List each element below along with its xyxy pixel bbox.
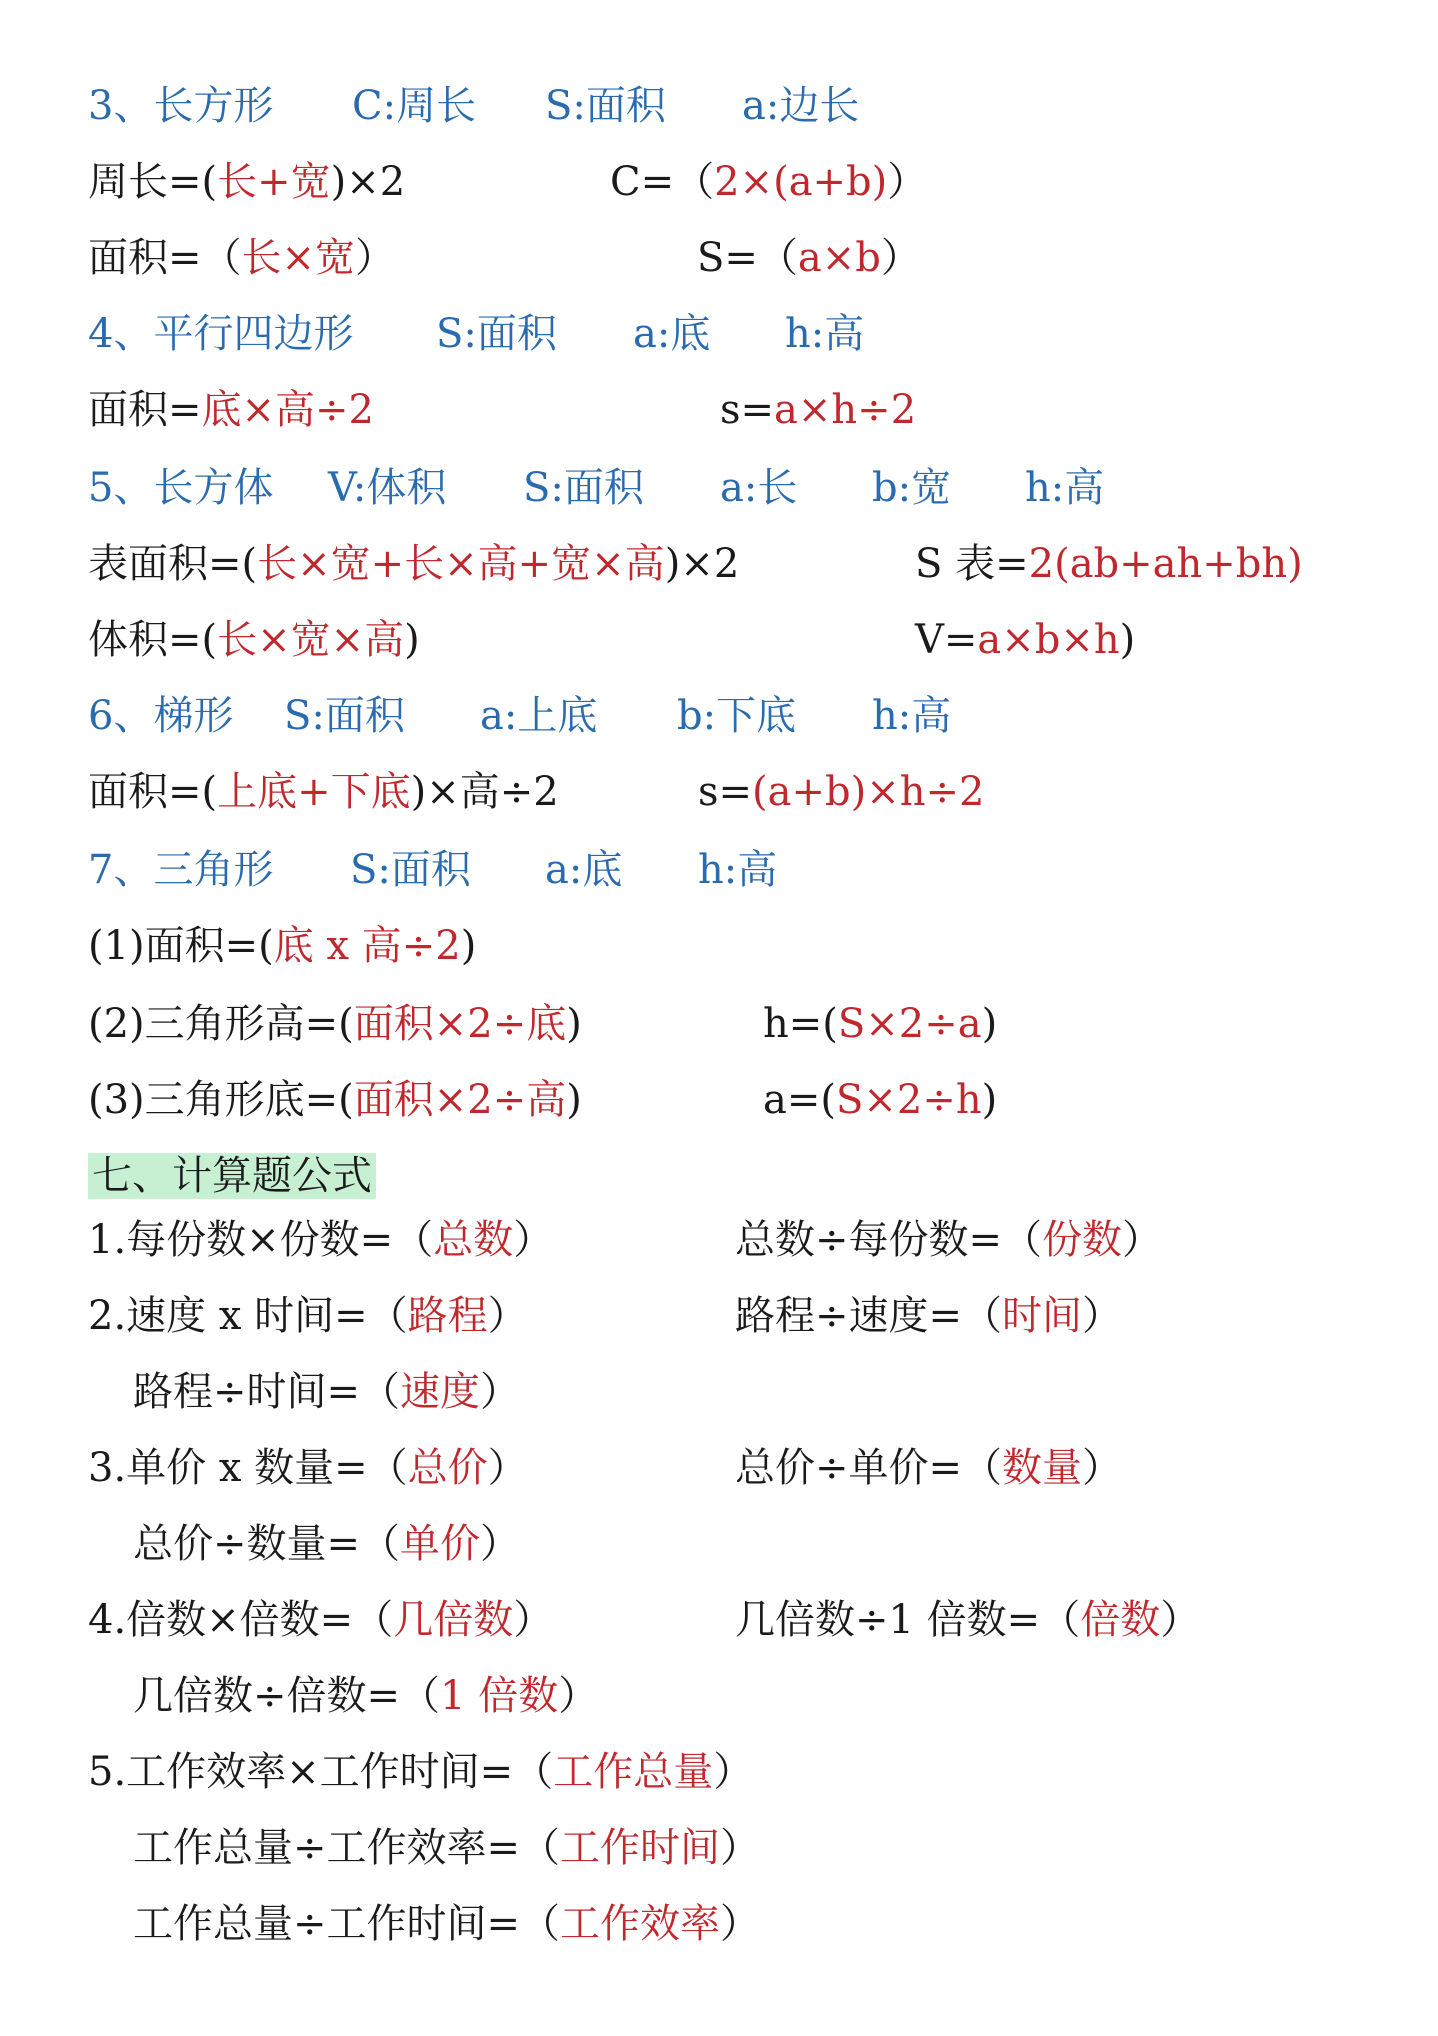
section-title: 3、长方形 bbox=[88, 83, 274, 129]
formula-text: (1)面积=( bbox=[88, 923, 274, 969]
legend-text: b:宽 bbox=[872, 465, 952, 511]
formula-text: 工作总量÷工作效率=（ bbox=[133, 1825, 561, 1871]
legend-item bbox=[872, 462, 951, 514]
formula-text: 5.工作效率×工作时间=（ bbox=[88, 1749, 554, 1795]
formula-text: 总价÷数量=（ bbox=[133, 1521, 401, 1567]
legend-item bbox=[284, 690, 405, 742]
formula-answer: 底×高÷2 bbox=[201, 387, 374, 433]
formula-text: s= bbox=[720, 387, 775, 433]
formula-answer: a×b bbox=[797, 235, 881, 281]
legend-text: a:长 bbox=[720, 465, 798, 511]
formula-text: a=( bbox=[763, 1077, 836, 1123]
formula-text: ） bbox=[1160, 1597, 1201, 1643]
formula-answer: 长+宽 bbox=[217, 159, 331, 205]
section-7-heading bbox=[88, 844, 273, 896]
formula-text: C=（ bbox=[610, 159, 715, 205]
legend-text: h:高 bbox=[872, 693, 952, 739]
calc-section-heading bbox=[88, 1150, 376, 1202]
legend-item bbox=[545, 844, 622, 896]
formula-line bbox=[133, 1518, 520, 1570]
formula-answer: 总数 bbox=[433, 1217, 514, 1263]
formula-line bbox=[88, 1290, 528, 1342]
legend-item bbox=[350, 844, 471, 896]
formula-symbolic bbox=[763, 998, 997, 1050]
formula-text: s= bbox=[698, 769, 753, 815]
formula-text: ） bbox=[1082, 1293, 1123, 1339]
legend-item bbox=[720, 462, 797, 514]
legend-item bbox=[872, 690, 951, 742]
legend-text: b:下底 bbox=[677, 693, 797, 739]
formula-line bbox=[88, 1074, 582, 1126]
formula-text: ） bbox=[480, 1369, 521, 1415]
formula-line bbox=[133, 1898, 760, 1950]
formula-text: ） bbox=[720, 1825, 761, 1871]
formula-symbolic bbox=[915, 614, 1135, 666]
legend-text: C:周长 bbox=[352, 83, 477, 129]
formula-answer: 工作总量 bbox=[553, 1749, 714, 1795]
legend-item bbox=[328, 462, 446, 514]
formula-text: 几倍数÷1 倍数=（ bbox=[735, 1597, 1081, 1643]
formula-symbolic bbox=[720, 384, 916, 436]
formula-answer: 几倍数 bbox=[393, 1597, 514, 1643]
formula-line bbox=[88, 1214, 553, 1266]
formula-text: 2.速度 x 时间=（ bbox=[88, 1293, 408, 1339]
legend-text: S:面积 bbox=[436, 311, 557, 357]
formula-text: S=（ bbox=[697, 235, 798, 281]
formula-line bbox=[735, 1290, 1122, 1342]
formula-line bbox=[88, 998, 582, 1050]
formula-text: 总数÷每份数=（ bbox=[735, 1217, 1043, 1263]
formula-text: ） bbox=[558, 1673, 599, 1719]
formula-line bbox=[88, 1442, 528, 1494]
formula-answer: S×2÷a bbox=[837, 1001, 982, 1047]
formula-line bbox=[88, 1746, 753, 1798]
formula-text: ） bbox=[1082, 1445, 1123, 1491]
formula-text: V= bbox=[915, 617, 978, 663]
formula-answer: 速度 bbox=[400, 1369, 481, 1415]
legend-item bbox=[436, 308, 557, 360]
legend-item bbox=[1025, 462, 1104, 514]
formula-line bbox=[735, 1594, 1200, 1646]
section-title: 5、长方体 bbox=[88, 465, 274, 511]
formula-text: ) bbox=[981, 1077, 998, 1123]
formula-text: )×2 bbox=[664, 541, 740, 587]
formula-answer: 长×宽+长×高+宽×高 bbox=[257, 541, 665, 587]
formula-text: )×高÷2 bbox=[410, 769, 559, 815]
formula-line bbox=[133, 1366, 520, 1418]
formula-line bbox=[88, 614, 420, 666]
section-6-heading bbox=[88, 690, 233, 742]
formula-text: )×2 bbox=[330, 159, 406, 205]
section-title: 七、计算题公式 bbox=[88, 1153, 376, 1199]
formula-text: ） bbox=[720, 1901, 761, 1947]
formula-text: ） bbox=[513, 1597, 554, 1643]
formula-answer: 底 x 高÷2 bbox=[273, 923, 461, 969]
formula-text: 面积= bbox=[88, 387, 202, 433]
legend-item bbox=[677, 690, 796, 742]
formula-answer: 工作时间 bbox=[560, 1825, 721, 1871]
formula-answer: a×b×h bbox=[977, 617, 1120, 663]
formula-answer: 倍数 bbox=[1080, 1597, 1161, 1643]
formula-answer: 路程 bbox=[407, 1293, 488, 1339]
formula-text: 体积=( bbox=[88, 617, 218, 663]
legend-item bbox=[633, 308, 710, 360]
formula-text: ） bbox=[487, 1293, 528, 1339]
legend-text: S:面积 bbox=[284, 693, 405, 739]
formula-text: ) bbox=[460, 923, 477, 969]
formula-text: ) bbox=[404, 617, 420, 663]
formula-text: 面积=（ bbox=[88, 235, 242, 281]
formula-text: ） bbox=[887, 159, 928, 205]
formula-answer: (a+b)×h÷2 bbox=[752, 769, 985, 815]
formula-line bbox=[88, 1594, 553, 1646]
formula-answer: 总价 bbox=[407, 1445, 488, 1491]
formula-answer: 份数 bbox=[1042, 1217, 1123, 1263]
section-3-heading bbox=[88, 80, 273, 132]
formula-line bbox=[133, 1822, 760, 1874]
formula-answer: a×h÷2 bbox=[774, 387, 917, 433]
formula-symbolic bbox=[697, 232, 921, 284]
formula-text: 总价÷单价=（ bbox=[735, 1445, 1003, 1491]
section-5-heading bbox=[88, 462, 273, 514]
formula-text: 4.倍数×倍数=（ bbox=[88, 1597, 394, 1643]
formula-text: 3.单价 x 数量=（ bbox=[88, 1445, 408, 1491]
formula-text: (2)三角形高=( bbox=[88, 1001, 354, 1047]
formula-symbolic bbox=[763, 1074, 997, 1126]
legend-text: h:高 bbox=[698, 847, 778, 893]
legend-item bbox=[698, 844, 777, 896]
formula-text: ） bbox=[513, 1217, 554, 1263]
formula-symbolic bbox=[915, 538, 1303, 590]
legend-item bbox=[480, 690, 597, 742]
section-4-heading bbox=[88, 308, 353, 360]
formula-line bbox=[133, 1670, 598, 1722]
legend-item bbox=[352, 80, 476, 132]
formula-answer: 面积×2÷高 bbox=[353, 1077, 567, 1123]
legend-text: S:面积 bbox=[523, 465, 644, 511]
formula-text: ） bbox=[880, 235, 921, 281]
formula-text: ） bbox=[355, 235, 396, 281]
formula-text: 几倍数÷倍数=（ bbox=[133, 1673, 441, 1719]
formula-text: h=( bbox=[763, 1001, 838, 1047]
formula-text: 面积=( bbox=[88, 769, 218, 815]
formula-text: S 表= bbox=[915, 541, 1029, 587]
legend-text: h:高 bbox=[1025, 465, 1105, 511]
formula-symbolic bbox=[610, 156, 927, 208]
formula-text: ） bbox=[1122, 1217, 1163, 1263]
legend-text: a:底 bbox=[545, 847, 623, 893]
formula-text: ） bbox=[713, 1749, 754, 1795]
formula-answer: 1 倍数 bbox=[440, 1673, 559, 1719]
formula-line bbox=[735, 1214, 1162, 1266]
formula-answer: 工作效率 bbox=[560, 1901, 721, 1947]
formula-line bbox=[88, 920, 476, 972]
formula-text: 周长=( bbox=[88, 159, 218, 205]
formula-line bbox=[88, 232, 395, 284]
legend-item bbox=[785, 308, 864, 360]
formula-answer: 2×(a+b) bbox=[714, 159, 888, 205]
legend-text: a:上底 bbox=[480, 693, 598, 739]
formula-answer: 数量 bbox=[1002, 1445, 1083, 1491]
formula-answer: 长×宽×高 bbox=[217, 617, 405, 663]
section-title: 6、梯形 bbox=[88, 693, 234, 739]
legend-text: V:体积 bbox=[328, 465, 447, 511]
formula-line bbox=[735, 1442, 1122, 1494]
formula-line bbox=[88, 156, 405, 208]
legend-item bbox=[545, 80, 666, 132]
formula-answer: 2(ab+ah+bh) bbox=[1028, 541, 1303, 587]
formula-text: 工作总量÷工作时间=（ bbox=[133, 1901, 561, 1947]
formula-text: 表面积=( bbox=[88, 541, 258, 587]
formula-text: ） bbox=[487, 1445, 528, 1491]
formula-line bbox=[88, 766, 559, 818]
formula-text: 路程÷时间=（ bbox=[133, 1369, 401, 1415]
formula-text: ） bbox=[480, 1521, 521, 1567]
formula-text: ) bbox=[981, 1001, 998, 1047]
legend-text: a:边长 bbox=[742, 83, 860, 129]
formula-line bbox=[88, 538, 739, 590]
formula-text: (3)三角形底=( bbox=[88, 1077, 354, 1123]
legend-item bbox=[523, 462, 644, 514]
legend-item bbox=[742, 80, 859, 132]
legend-text: S:面积 bbox=[350, 847, 471, 893]
formula-text: 1.每份数×份数=（ bbox=[88, 1217, 434, 1263]
section-title: 4、平行四边形 bbox=[88, 311, 354, 357]
formula-answer: 上底+下底 bbox=[217, 769, 411, 815]
formula-answer: 时间 bbox=[1002, 1293, 1083, 1339]
legend-text: S:面积 bbox=[545, 83, 666, 129]
formula-answer: 单价 bbox=[400, 1521, 481, 1567]
formula-line bbox=[88, 384, 374, 436]
legend-text: h:高 bbox=[785, 311, 865, 357]
formula-text: ) bbox=[566, 1001, 582, 1047]
formula-answer: 面积×2÷底 bbox=[353, 1001, 567, 1047]
legend-text: a:底 bbox=[633, 311, 711, 357]
formula-text: ) bbox=[566, 1077, 582, 1123]
formula-text: 路程÷速度=（ bbox=[735, 1293, 1003, 1339]
formula-answer: 长×宽 bbox=[241, 235, 356, 281]
section-title: 7、三角形 bbox=[88, 847, 274, 893]
formula-text: ) bbox=[1119, 617, 1136, 663]
formula-symbolic bbox=[698, 766, 984, 818]
formula-answer: S×2÷h bbox=[835, 1077, 982, 1123]
